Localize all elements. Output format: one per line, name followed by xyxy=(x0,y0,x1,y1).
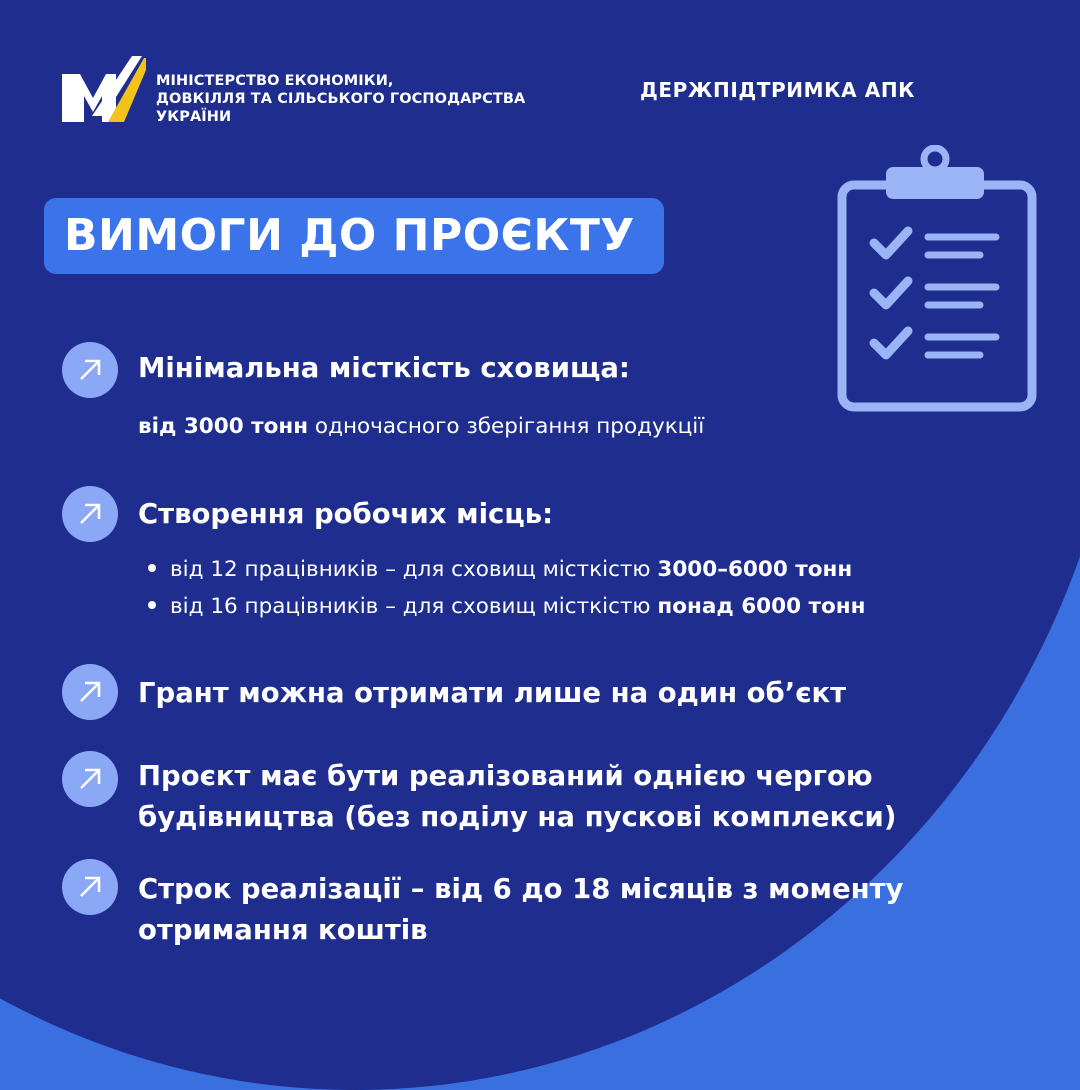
bullet-dot xyxy=(148,601,156,609)
arrow-up-right-icon xyxy=(62,664,118,720)
item-1-detail-rest: одночасного зберігання продукції xyxy=(308,414,705,439)
subitem-1-text: від 12 працівників – для сховищ місткістю xyxy=(170,557,658,582)
bullet-dot xyxy=(148,564,156,572)
subitem-2-bold: понад 6000 тонн xyxy=(657,594,866,619)
ministry-line-3: УКРАЇНИ xyxy=(156,109,232,125)
program-name: ДЕРЖПІДТРИМКА АПК xyxy=(640,78,916,102)
item-1-detail-bold: від 3000 тонн xyxy=(138,414,309,439)
subitem-2-text: від 16 працівників – для сховищ місткістю xyxy=(170,594,658,619)
ministry-logo xyxy=(62,56,146,122)
item-5-heading-line-2: отримання коштів xyxy=(138,914,428,946)
item-4-heading-line-2: будівництва (без поділу на пускові комплекси) xyxy=(138,801,897,833)
arrow-up-right-icon xyxy=(62,342,118,398)
item-3-heading: Грант можна отримати лише на один об’єкт xyxy=(138,677,847,709)
subitem-1-bold: 3000–6000 тонн xyxy=(657,557,853,582)
ministry-line-1: МІНІСТЕРСТВО ЕКОНОМІКИ, xyxy=(156,73,394,89)
clipboard-checklist-icon xyxy=(836,145,1041,415)
arrow-up-right-icon xyxy=(62,486,118,542)
ministry-name xyxy=(156,72,525,126)
item-1-detail xyxy=(138,414,704,439)
item-2-heading: Створення робочих місць: xyxy=(138,498,554,530)
item-2-subitem-1 xyxy=(148,557,852,582)
item-5-heading-line-1: Строк реалізації – від 6 до 18 місяців з моменту xyxy=(138,873,904,905)
arrow-up-right-icon xyxy=(62,751,118,807)
ministry-line-2: ДОВКІЛЛЯ ТА СІЛЬСЬКОГО ГОСПОДАРСТВА xyxy=(156,91,526,107)
item-1-heading: Мінімальна місткість сховища: xyxy=(138,352,630,384)
arrow-up-right-icon xyxy=(62,859,118,915)
item-2-subitem-2 xyxy=(148,594,865,619)
item-4-heading-line-1: Проєкт має бути реалізований однією чергою xyxy=(138,760,873,792)
page-title: ВИМОГИ ДО ПРОЄКТУ xyxy=(64,210,635,261)
title-box xyxy=(44,198,664,274)
